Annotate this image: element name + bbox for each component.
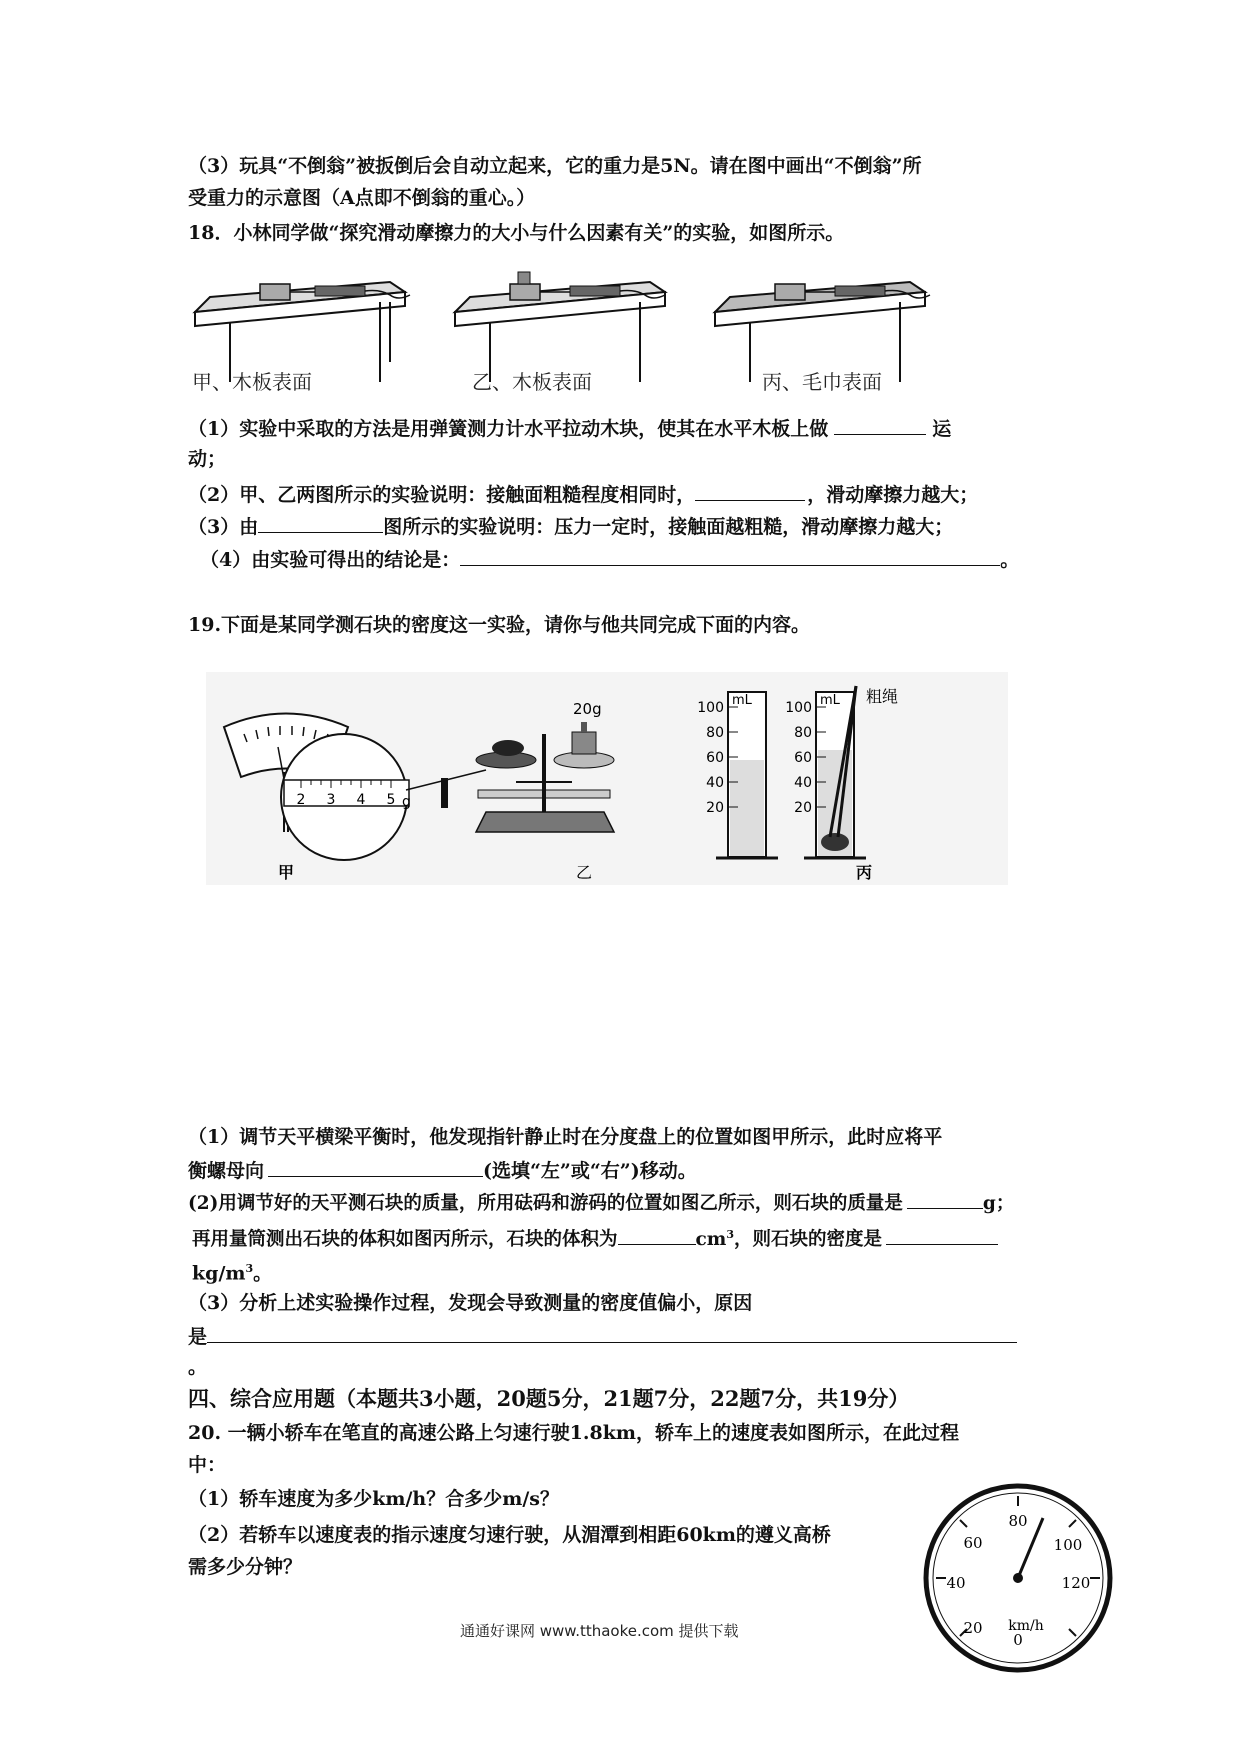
q18-3 [188,512,953,540]
label-jia: 甲 [278,863,295,882]
q20-line3: （1）轿车速度为多少km/h？合多少m/s？ [188,1488,559,1510]
label-yi: 乙 [576,863,593,882]
label-bing: 丙 [856,863,873,882]
q19-title: 19.下面是某同学测石块的密度这一实验，请你与他共同完成下面的内容。 [188,614,811,636]
cyl1-tick-40: 40 [706,775,724,791]
q18-1-text-b: 运 [932,418,952,440]
q20-line5: 需多少分钟？ [188,1556,303,1578]
q18-3-text: （3）由 [188,516,259,538]
q18-4-text: （4）由实验可得出的结论是： [200,549,461,571]
q17-3-line1: （3）玩具“不倒翁”被扳倒后会自动立起来，它的重力是5N。请在图中画出“不倒翁”所 [188,155,922,177]
q18-2 [188,480,978,508]
cyl2-tick-20: 20 [794,800,812,816]
rider-tick-2: 2 [296,792,306,808]
footer-source: 通通好课网 www.tthaoke.com 提供下载 [460,1622,739,1640]
caption-jia: 甲、木板表面 [192,370,312,394]
cyl2-tick-100: 100 [785,700,812,716]
q18-1-cont: 动； [188,448,227,470]
q18-1 [188,414,951,442]
rider-tick-3: 3 [326,792,336,808]
gauge-tick-0: 0 [1013,1631,1023,1649]
answer-blank[interactable] [207,1322,1017,1343]
q20-line4: （2）若轿车以速度表的指示速度匀速行驶，从湄潭到相距60km的遵义高桥 [188,1524,831,1546]
rider-tick-4: 4 [356,792,366,808]
cyl1-tick-20: 20 [706,800,724,816]
density-experiment-figure [206,672,1008,885]
q19-2-text-e: ，则石块的密度是 [734,1229,883,1251]
q19-1: （1）调节天平横梁平衡时，他发现指针静止时在分度盘上的位置如图甲所示，此时应将平 [188,1126,943,1148]
gauge-tick-120: 120 [1061,1574,1091,1592]
speedometer-figure [918,1478,1118,1678]
cyl2-tick-60: 60 [794,750,812,766]
q19-2-text: (2)用调节好的天平测石块的质量，所用砝码和游码的位置如图乙所示，则石块的质量是 [188,1193,903,1214]
q19-3: （3）分析上述实验操作过程，发现会导致测量的密度值偏小，原因 [188,1292,753,1314]
cyl1-unit: mL [732,693,752,708]
cyl2-tick-40: 40 [794,775,812,791]
answer-blank[interactable] [886,1224,998,1245]
gauge-unit: km/h [1008,1618,1044,1634]
q19-2-unit-line [192,1256,272,1286]
q19-2-period: 。 [253,1262,273,1285]
cyl1-tick-80: 80 [706,725,724,741]
cyl1-tick-100: 100 [697,700,724,716]
cyl1-tick-60: 60 [706,750,724,766]
q19-2 [188,1188,1014,1217]
answer-blank[interactable] [695,480,805,501]
gauge-tick-60: 60 [963,1534,983,1552]
q19-2-unit-kgm: kg/m [192,1262,246,1285]
q18-2-text: （2）甲、乙两图所示的实验说明：接触面粗糙程度相同时， [188,484,696,506]
cylinder-stone-figure [804,686,866,858]
rider-tick-5: 5 [386,792,396,808]
answer-blank[interactable] [258,512,383,533]
q19-1-text-b: (选填“左”或“右”)移动。 [483,1160,697,1182]
q20-line2: 中： [188,1454,227,1476]
q19-2-cont [192,1222,998,1253]
q19-3-text-b: 是 [188,1326,208,1348]
rider-unit-g: g [402,794,411,810]
q17-3-line2: 受重力的示意图（A点即不倒翁的重心。） [188,187,536,209]
q18-3-text-b: 图所示的实验说明：压力一定时，接触面越粗糙，滑动摩擦力越大； [383,516,954,538]
q19-3-period: 。 [188,1356,208,1378]
answer-blank[interactable] [618,1224,696,1245]
gauge-tick-20: 20 [963,1619,983,1637]
cyl2-tick-80: 80 [794,725,812,741]
q19-2-unit-sup: 3 [726,1228,735,1241]
gauge-tick-40: 40 [946,1574,966,1592]
q20-line1: 20. 一辆小轿车在笔直的高速公路上匀速行驶1.8km，轿车上的速度表如图所示，在此过程 [188,1422,959,1444]
answer-blank[interactable] [834,414,926,435]
q19-2-text-b: g； [982,1193,1015,1214]
section-4-title: 四、综合应用题（本题共3小题，20题5分，21题7分，22题7分，共19分） [188,1386,910,1411]
q19-1-cont [188,1156,697,1184]
weight-label: 20g [573,700,602,718]
gauge-tick-100: 100 [1053,1536,1083,1554]
rope-label: 粗绳 [866,687,899,706]
q19-2-text-c: 再用量筒测出石块的体积如图丙所示，石块的体积为 [192,1229,618,1251]
cylinder-empty-figure [716,692,778,858]
gauge-tick-80: 80 [1008,1512,1028,1530]
balance-figure [281,722,614,860]
q18-title: 18．小林同学做“探究滑动摩擦力的大小与什么因素有关”的实验，如图所示。 [188,222,845,244]
q18-2-text-b: ，滑动摩擦力越大； [807,484,979,506]
answer-blank[interactable] [907,1188,983,1209]
answer-blank[interactable] [268,1156,483,1177]
caption-bing: 丙、毛巾表面 [762,370,882,394]
q19-1-text: 衡螺母向 [188,1160,265,1182]
cyl2-unit: mL [820,693,840,708]
answer-blank[interactable] [460,545,1000,566]
caption-yi: 乙、木板表面 [472,370,592,394]
q18-1-text: （1）实验中采取的方法是用弹簧测力计水平拉动木块，使其在水平木板上做 [188,418,829,440]
q19-2-unit-sup2: 3 [245,1262,254,1275]
q18-4-text-b: 。 [1000,549,1020,571]
q19-2-unit-cm: cm [695,1229,727,1251]
q18-4 [200,545,1019,573]
q19-3-cont [188,1322,1017,1350]
